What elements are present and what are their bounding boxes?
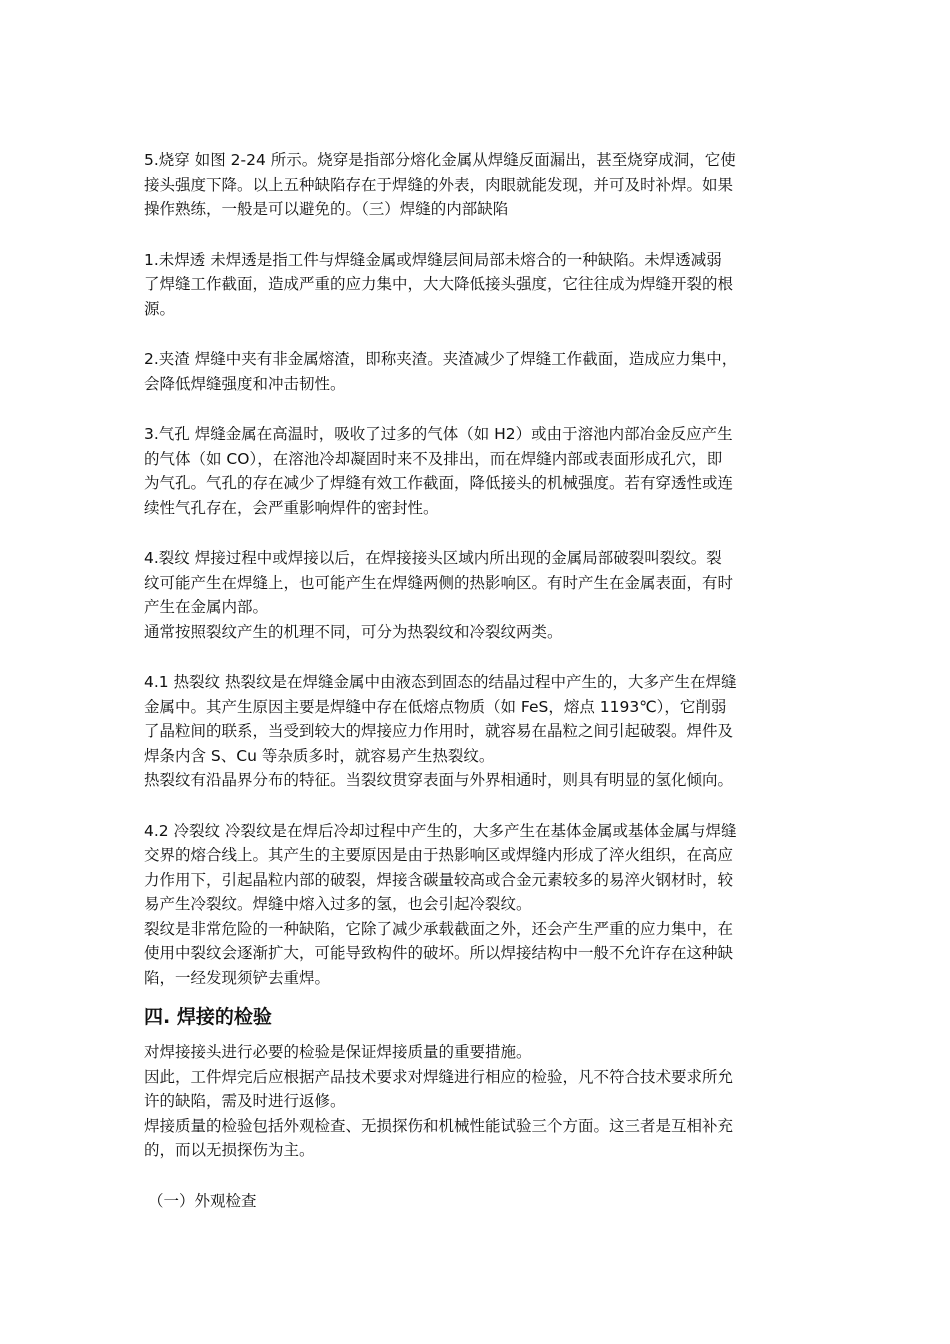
text-line: 4.2 冷裂纹 冷裂纹是在焊后冷却过程中产生的，大多产生在基体金属或基体金属与焊缝	[144, 821, 737, 840]
paragraph-inspection	[144, 1040, 818, 1163]
text-line: 许的缺陷，需及时进行返修。	[144, 1092, 346, 1110]
text-line: 5.烧穿 如图 2-24 所示。烧穿是指部分熔化金属从焊缝反面漏出，甚至烧穿成洞，它使	[144, 151, 736, 169]
text-line: 1.未焊透 未焊透是指工件与焊缝金属或焊缝层间局部未熔合的一种缺陷。未焊透减弱	[144, 250, 722, 269]
text-line: 续性气孔存在，会严重影响焊件的密封性。	[144, 498, 439, 517]
text-line: 金属中。其产生原因主要是焊缝中存在低熔点物质（如 FeS，熔点 1193℃），它削弱	[144, 697, 727, 716]
text-line: 2.夹渣 焊缝中夹有非金属熔渣，即称夹渣。夹渣减少了焊缝工作截面，造成应力集中，	[144, 350, 738, 368]
text-line: 焊接质量的检验包括外观检查、无损探伤和机械性能试验三个方面。这三者是互相补充	[144, 1116, 734, 1135]
subsection-heading: （一）外观检查	[148, 1191, 257, 1210]
text-line: 对焊接接头进行必要的检验是保证焊接质量的重要措施。	[144, 1043, 532, 1061]
paragraph-porosity	[144, 422, 818, 520]
text-line: 了焊缝工作截面，造成严重的应力集中，大大降低接头强度，它往往成为焊缝开裂的根	[144, 275, 734, 293]
paragraph-cracks	[144, 546, 818, 644]
section-heading: 四. 焊接的检验	[144, 1006, 272, 1028]
text-line: 裂纹是非常危险的一种缺陷，它除了减少承载截面之外，还会产生严重的应力集中，在	[144, 919, 734, 938]
document-page	[144, 148, 818, 1213]
text-line: 纹可能产生在焊缝上，也可能产生在焊缝两侧的热影响区。有时产生在金属表面，有时	[144, 573, 734, 592]
paragraph-slag-inclusion	[144, 347, 818, 396]
text-line: 易产生冷裂纹。焊缝中熔入过多的氢，也会引起冷裂纹。	[144, 895, 532, 913]
text-line: 接头强度下降。以上五种缺陷存在于焊缝的外表，肉眼就能发现，并可及时补焊。如果	[144, 175, 734, 194]
text-line: 陷，一经发现须铲去重焊。	[144, 968, 331, 987]
text-line: 操作熟练，一般是可以避免的。（三）焊缝的内部缺陷	[144, 200, 509, 218]
text-line: 4.1 热裂纹 热裂纹是在焊缝金属中由液态到固态的结晶过程中产生的，大多产生在焊缝	[144, 673, 737, 691]
text-line: 热裂纹有沿晶界分布的特征。当裂纹贯穿表面与外界相通时，则具有明显的氢化倾向。	[144, 771, 734, 789]
text-line: 4.裂纹 焊接过程中或焊接以后，在焊接接头区域内所出现的金属局部破裂叫裂纹。裂	[144, 549, 722, 567]
text-line: 了晶粒间的联系，当受到较大的焊接应力作用时，就容易在晶粒之间引起破裂。焊件及	[144, 722, 734, 740]
text-line: 焊条内含 S、Cu 等杂质多时，就容易产生热裂纹。	[144, 746, 495, 765]
text-line: 因此，工件焊完后应根据产品技术要求对焊缝进行相应的检验，凡不符合技术要求所允	[144, 1067, 734, 1086]
text-line: 交界的熔合线上。其产生的主要原因是由于热影响区或焊缝内形成了淬火组织，在高应	[144, 846, 734, 864]
text-line: 力作用下，引起晶粒内部的破裂，焊接含碳量较高或合金元素较多的易淬火钢材时，较	[144, 870, 734, 889]
text-line: 会降低焊缝强度和冲击韧性。	[144, 374, 346, 393]
text-line: 使用中裂纹会逐渐扩大，可能导致构件的破坏。所以焊接结构中一般不允许存在这种缺	[144, 944, 734, 962]
paragraph-burn-through	[144, 148, 818, 222]
text-line: 为气孔。气孔的存在减少了焊缝有效工作截面，降低接头的机械强度。若有穿透性或连	[144, 474, 734, 492]
text-line: 的气体（如 CO），在溶池冷却凝固时来不及排出，而在焊缝内部或表面形成孔穴，即	[144, 449, 723, 468]
text-line: 3.气孔 焊缝金属在高温时，吸收了过多的气体（如 H2）或由于溶池内部冶金反应产生	[144, 425, 733, 443]
text-line: 通常按照裂纹产生的机理不同，可分为热裂纹和冷裂纹两类。	[144, 622, 563, 641]
paragraph-incomplete-penetration	[144, 248, 818, 322]
paragraph-cold-cracks	[144, 819, 818, 991]
text-line: 产生在金属内部。	[144, 598, 269, 616]
text-line: 的，而以无损探伤为主。	[144, 1141, 315, 1159]
paragraph-hot-cracks	[144, 670, 818, 793]
text-line: 源。	[144, 299, 176, 318]
